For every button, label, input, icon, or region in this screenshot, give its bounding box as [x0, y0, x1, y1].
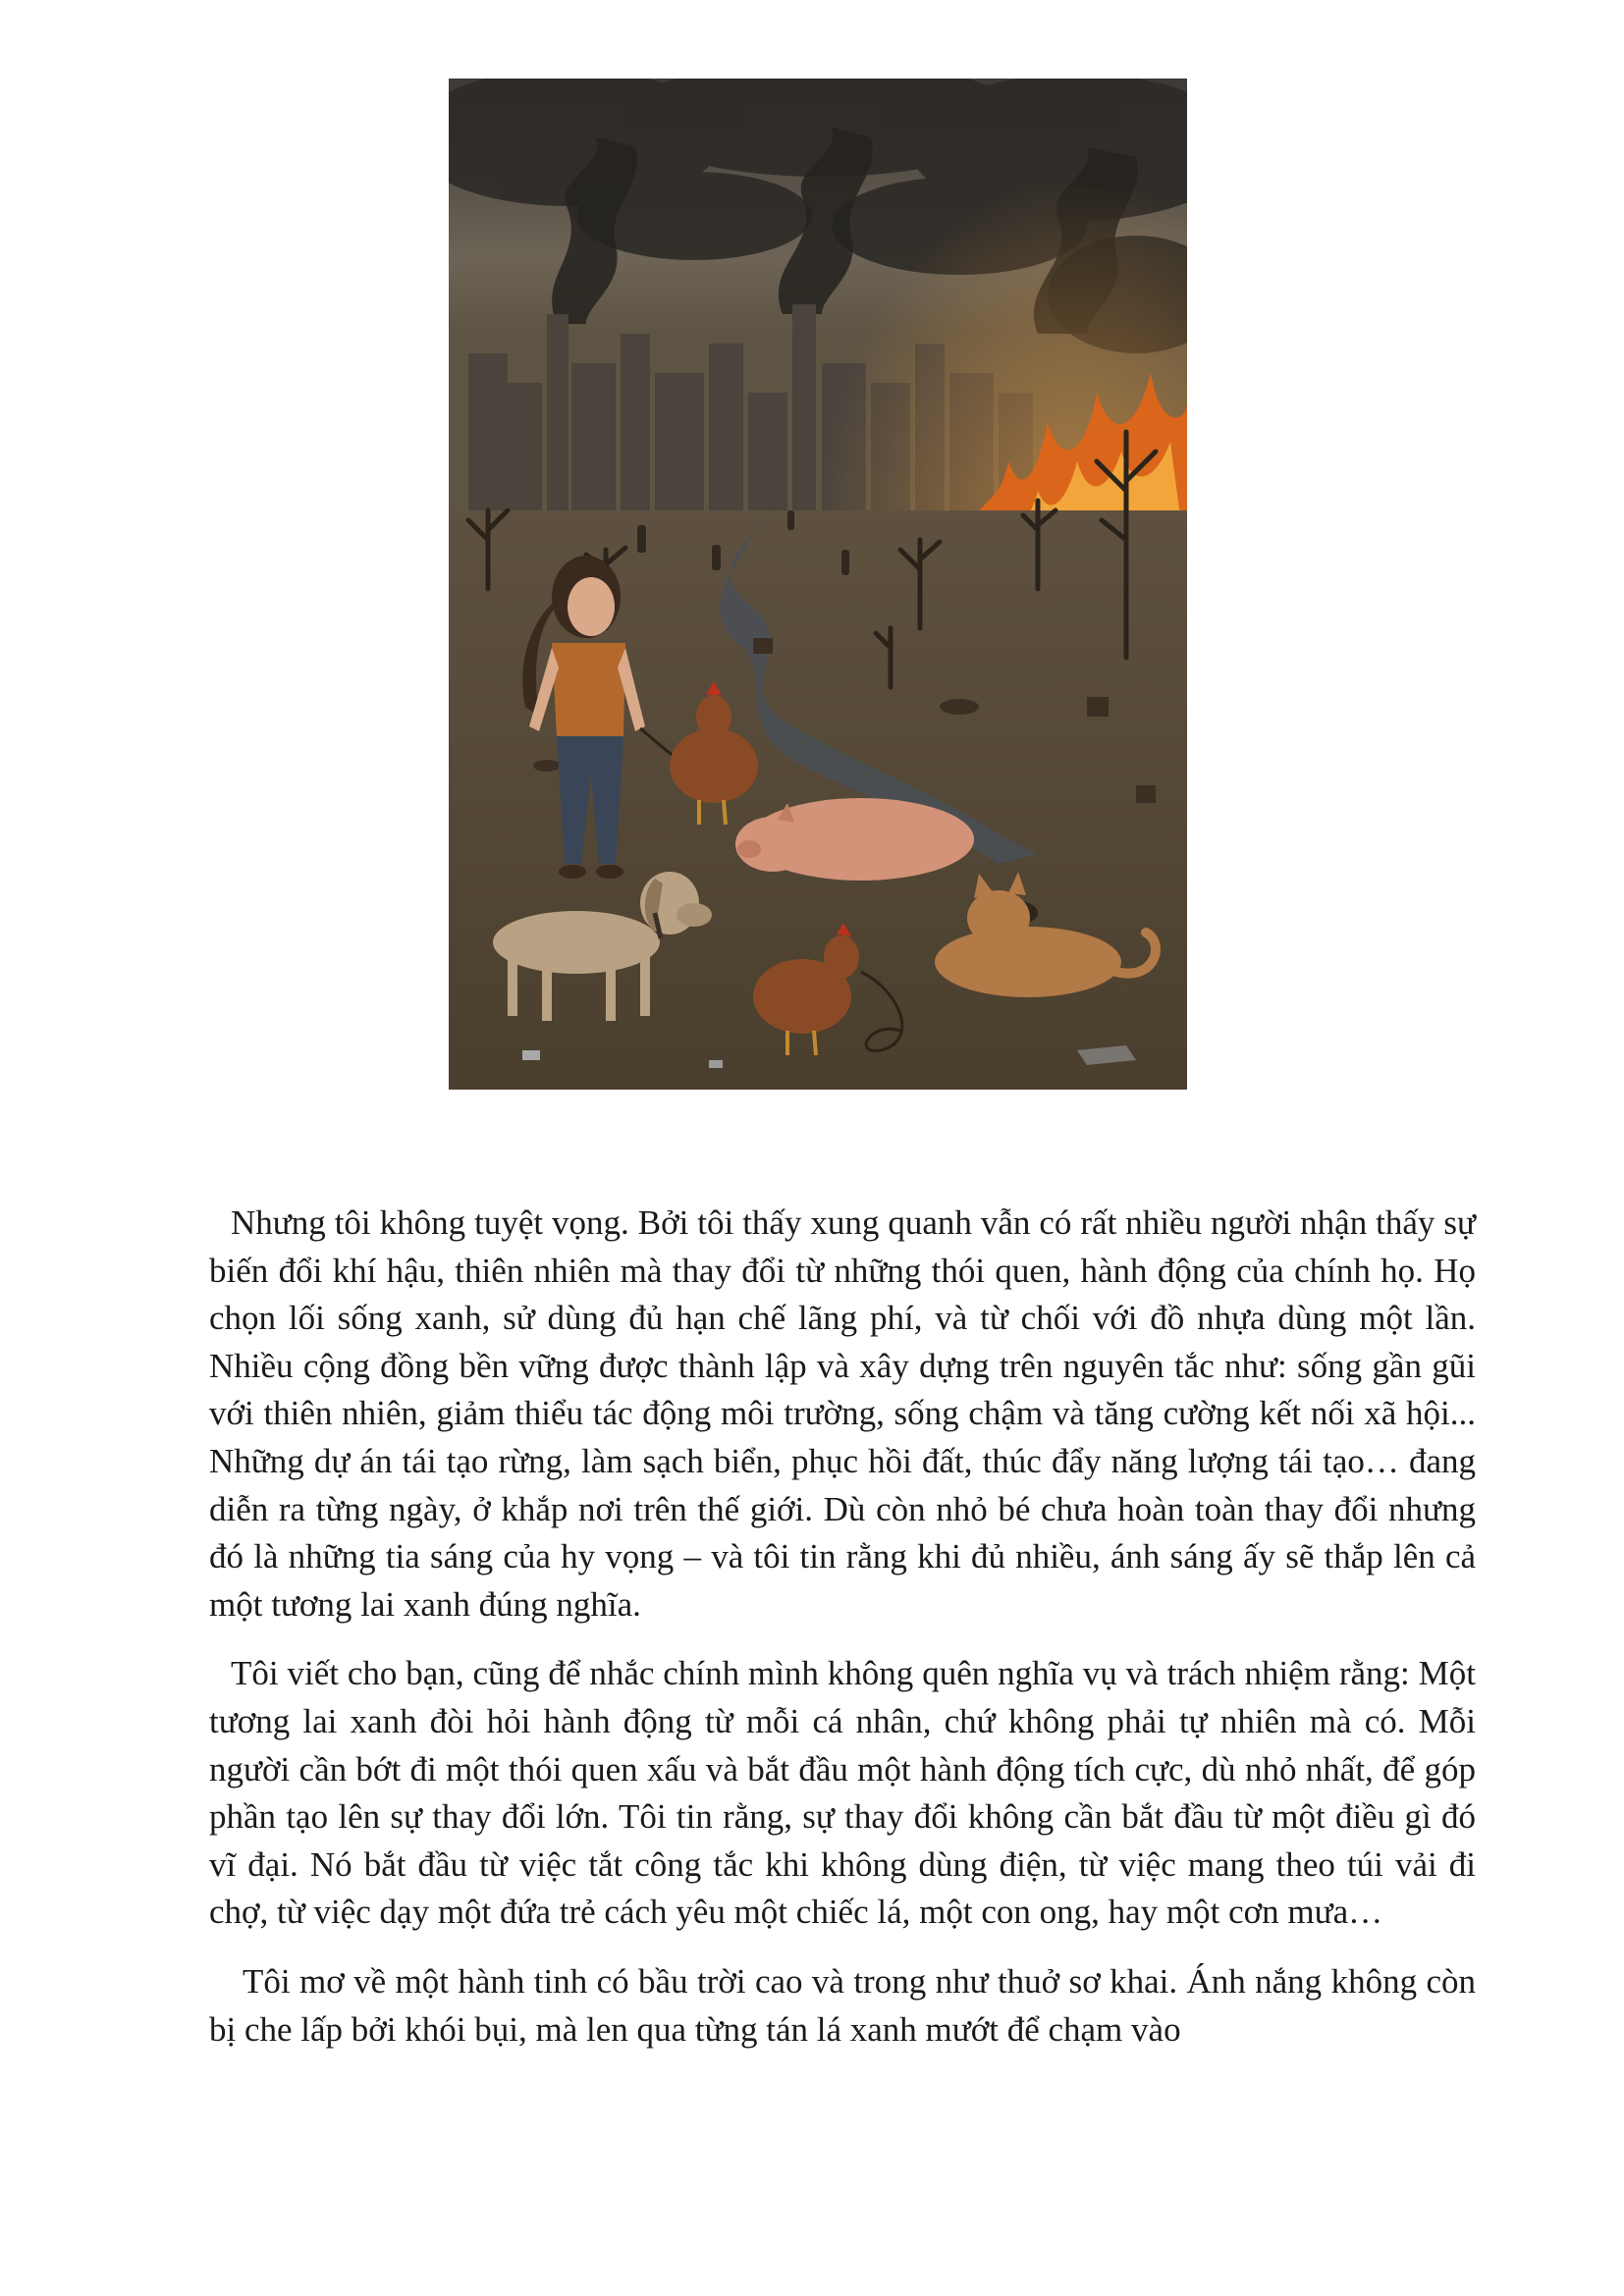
text-line: tương lai xanh đúng nghĩa. [271, 1584, 641, 1624]
text-line: nhiên mà có. Mỗi người cần bớt đi một thói quen xấu và bắt đầu một hành động [209, 1701, 1477, 1789]
illustration-canvas [449, 79, 1187, 1090]
text-line: nhận thấy sự biến đổi khí hậu, thiên nhiên mà thay đổi từ những thói quen, hành [209, 1203, 1476, 1290]
text-line: tia sáng của hy vọng – và tôi tin rằng khi đủ nhiều, ánh sáng ấy sẽ thắp lên cả một [209, 1537, 1477, 1624]
article-body [209, 1200, 1476, 2075]
paragraph-1 [209, 1200, 1476, 1629]
text-line: dựng trên nguyên tắc như: sống gần gũi với thiên nhiên, giảm thiểu tác động môi [209, 1346, 1476, 1433]
text-line: tích cực, dù nhỏ nhất, để góp phần tạo lên sự thay đổi lớn. Tôi tin rằng, sự thay [209, 1749, 1476, 1837]
text-line: khắp nơi trên thế giới. Dù còn nhỏ bé chưa hoàn toàn thay đổi nhưng đó là những [209, 1489, 1476, 1576]
text-line: không còn bị che lấp bởi khói bụi, mà len qua từng tán lá xanh mướt để chạm vào [209, 1961, 1476, 2049]
text-line: Tôi mơ về một hành tinh có bầu trời cao và trong như thuở sơ khai. Ánh nắng [243, 1961, 1323, 2001]
text-line: sạch biển, phục hồi đất, thúc đẩy năng lượng tái tạo… đang diễn ra từng ngày, ở [209, 1441, 1477, 1528]
text-line: Tôi viết cho bạn, cũng để nhắc chính mình không quên nghĩa vụ và trách nhiệm [231, 1654, 1330, 1693]
text-line: rằng: Một tương lai xanh đòi hỏi hành động từ mỗi cá nhân, chứ không phải tự [209, 1654, 1477, 1740]
paragraph-2 [209, 1650, 1476, 1937]
text-line: đổi không cần bắt đầu từ một điều gì đó vĩ đại. Nó bắt đầu từ việc tắt công tắc khi [209, 1797, 1476, 1884]
text-line: trường, sống chậm và tăng cường kết nối xã hội... Những dự án tái tạo rừng, làm [209, 1394, 1477, 1480]
text-line: động của chính họ. Họ chọn lối sống xanh, sử dùng đủ hạn chế lãng phí, và từ [209, 1251, 1477, 1338]
text-line: không dùng điện, từ việc mang theo túi vải đi chợ, từ việc dạy một đứa trẻ cách [209, 1844, 1476, 1932]
text-line: yêu một chiếc lá, một con ong, hay một cơn mưa… [676, 1893, 1383, 1932]
text-line: chối với đồ nhựa dùng một lần. Nhiều cộng đồng bền vững được thành lập và xây [209, 1299, 1477, 1385]
text-line: Nhưng tôi không tuyệt vọng. Bởi tôi thấy xung quanh vẫn có rất nhiều người [231, 1203, 1292, 1242]
polluted-landscape-illustration [449, 79, 1187, 1090]
paragraph-3 [209, 1958, 1476, 2054]
